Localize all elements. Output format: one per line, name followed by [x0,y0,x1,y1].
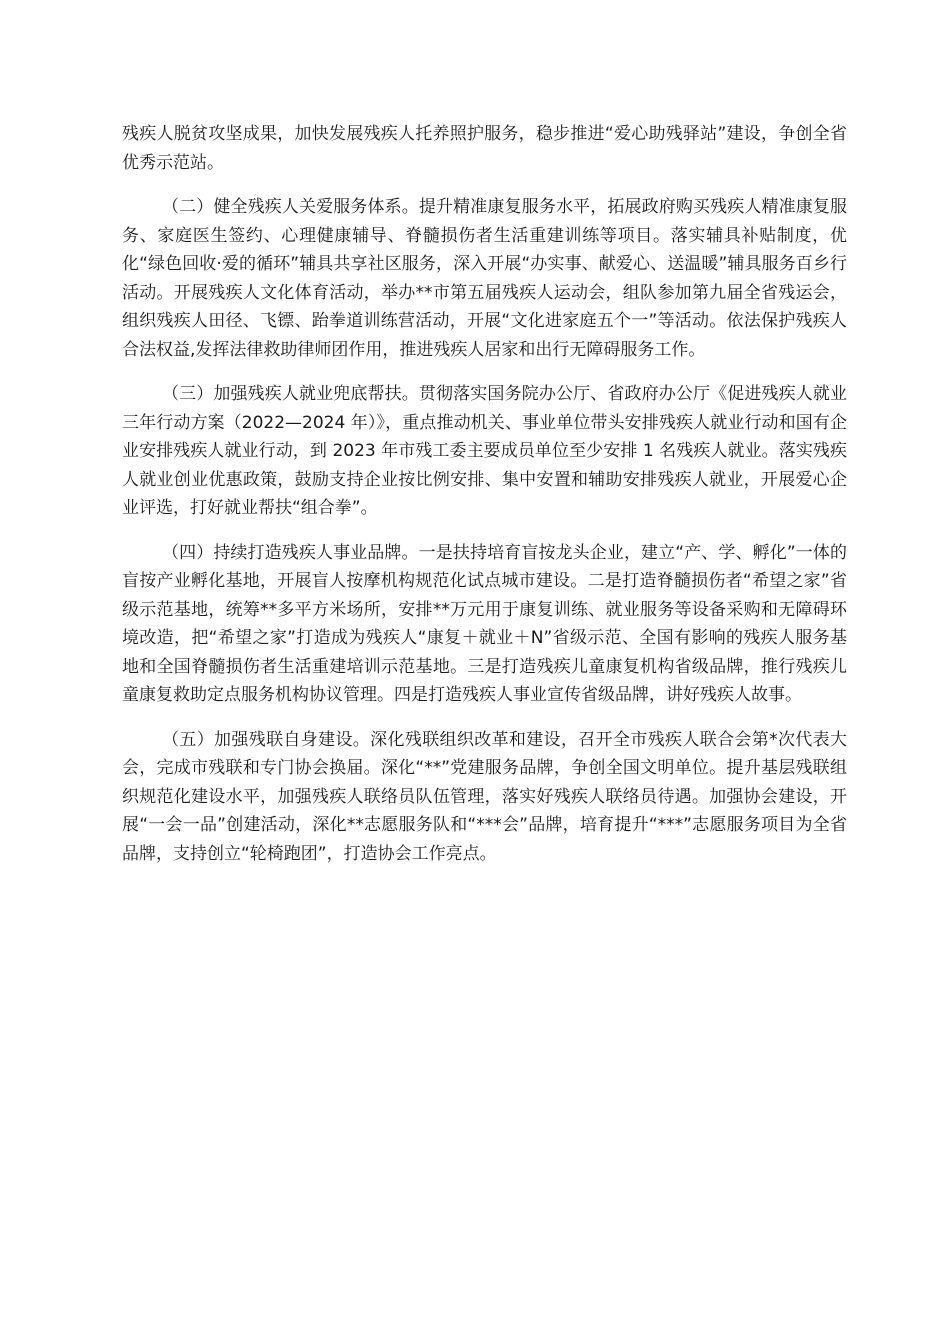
paragraph-continuation: 残疾人脱贫攻坚成果，加快发展残疾人托养照护服务，稳步推进“爱心助残驿站”建设，争创全省优秀示范站。 [122,124,847,173]
paragraph-brand: （四）持续打造残疾人事业品牌。一是扶持培育盲按龙头企业，建立“产、学、孵化”一体的盲按产业孵化基地，开展盲人按摩机构规范化试点城市建设。二是打造脊髓损伤者“希望之家”省级示范基地，统筹**多平方米场所，安排**万元用于康复训练、就业服务等设备采购和无障碍环境改造，把“希望之家”打造成为残疾人“康复＋就业＋N”省级示范、全国有影响的残疾人服务基地和全国脊髓损伤者生活重建培训示范基地。三是打造残疾儿童康复机构省级品牌，推行残疾儿童康复救助定点服务机构协议管理。四是打造残疾人事业宣传省级品牌，讲好残疾人故事。 [122,542,847,705]
paragraph-care-service: （二）健全残疾人关爱服务体系。提升精准康复服务水平，拓展政府购买残疾人精准康复服务、家庭医生签约、心理健康辅导、脊髓损伤者生活重建训练等项目。落实辅具补贴制度，优化“绿色回收·爱的循环”辅具共享社区服务，深入开展“办实事、献爱心、送温暖”辅具服务百乡行活动。开展残疾人文化体育活动，举办**市第五届残疾人运动会，组队参加第九届全省残运会，组织残疾人田径、飞镖、跆拳道训练营活动，开展“文化进家庭五个一”等活动。依法保护残疾人合法权益,发挥法律救助律师团作用，推进残疾人居家和出行无障碍服务工作。 [122,197,847,360]
paragraph-employment: （三）加强残疾人就业兜底帮扶。贯彻落实国务院办公厅、省政府办公厅《促进残疾人就业三年行动方案（2022—2024 年）》，重点推动机关、事业单位带头安排残疾人就业行动和国有企业安排残疾人就业行动，到 2023 年市残工委主要成员单位至少安排 1 名残疾人就业。落实残疾人就业创业优惠政策，鼓励支持企业按比例安排、集中安置和辅助安排残疾人就业，开展爱心企业评选，打好就业帮扶“组合拳”。 [122,384,847,518]
document-body [122,120,847,884]
paragraph-self-construction: （五）加强残联自身建设。深化残联组织改革和建设，召开全市残疾人联合会第*次代表大会，完成市残联和专门协会换届。深化“**”党建服务品牌，争创全国文明单位。提升基层残联组织规范化建设水平，加强残疾人联络员队伍管理，落实好残疾人联络员待遇。加强协会建设，开展“一会一品”创建活动，深化**志愿服务队和“***会”品牌，培育提升“***”志愿服务项目为全省品牌，支持创立“轮椅跑团”，打造协会工作亮点。 [122,729,847,864]
